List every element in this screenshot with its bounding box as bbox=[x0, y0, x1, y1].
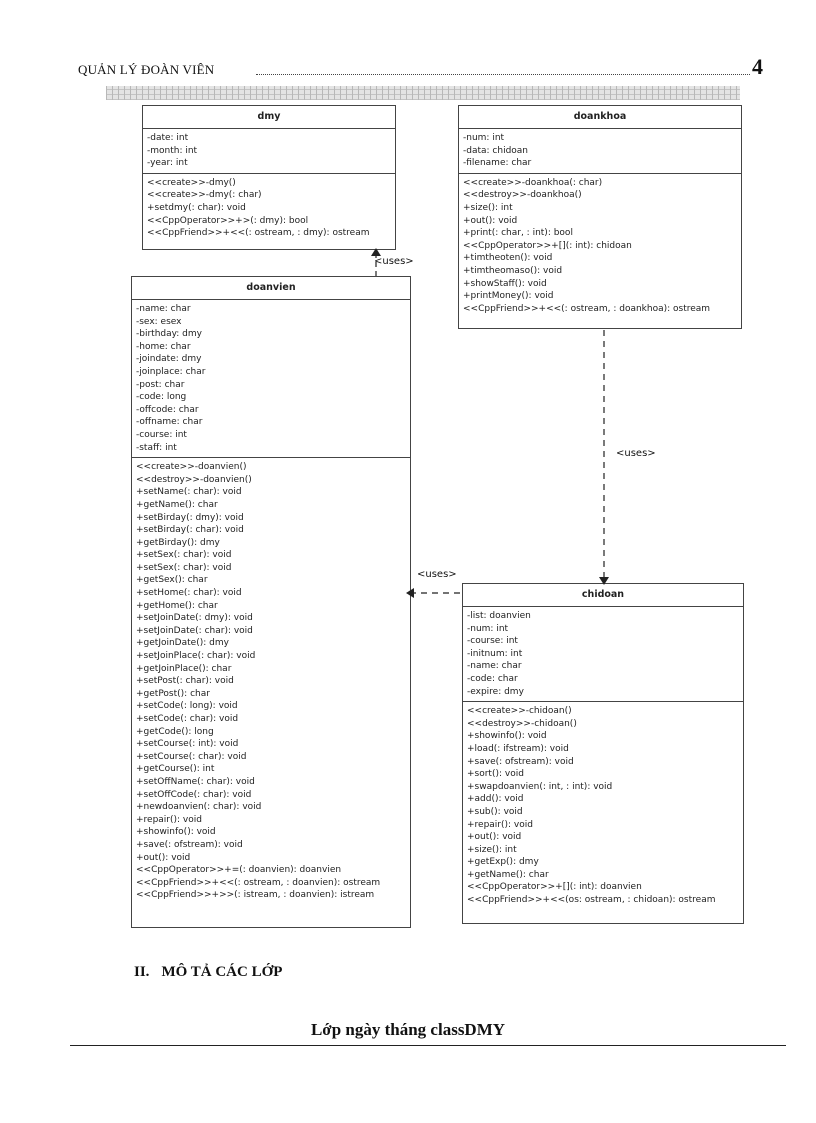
arrowhead-down bbox=[599, 577, 609, 585]
operation: +getHome(): char bbox=[136, 600, 218, 611]
operation: <<CppFriend>>+<<(: ostream, : dmy): ostream bbox=[147, 228, 370, 239]
operation: +showinfo(): void bbox=[136, 827, 216, 838]
page-header-title: QUẢN LÝ ĐOÀN VIÊN bbox=[78, 62, 215, 77]
attribute: -offcode: char bbox=[136, 404, 199, 415]
operation: +setOffName(: char): void bbox=[136, 776, 255, 787]
operation: <<destroy>>-doankhoa() bbox=[463, 190, 582, 201]
class-name: dmy bbox=[143, 106, 395, 129]
attribute: -staff: int bbox=[136, 442, 177, 453]
operation: +sub(): void bbox=[467, 806, 523, 817]
operation: +setSex(: char): void bbox=[136, 562, 232, 573]
operation: +save(: ofstream): void bbox=[136, 839, 243, 850]
section-number: II. bbox=[134, 964, 150, 980]
operation: +getCode(): long bbox=[136, 726, 214, 737]
operation: +setJoinDate(: char): void bbox=[136, 625, 253, 636]
section-title: MÔ TẢ CÁC LỚP bbox=[161, 964, 283, 980]
operation: +setCourse(: int): void bbox=[136, 739, 239, 750]
operation: <<CppOperator>>+[](: int): doanvien bbox=[467, 882, 642, 893]
operation: +sort(): void bbox=[467, 769, 524, 780]
attribute: -month: int bbox=[147, 145, 198, 156]
operation: +getJoinDate(): dmy bbox=[136, 638, 229, 649]
attribute: -year: int bbox=[147, 158, 188, 169]
page-number: 4 bbox=[752, 54, 763, 79]
operation: +size(): int bbox=[467, 844, 517, 855]
operation: +print(: char, : int): bool bbox=[463, 228, 573, 239]
operation: +add(): void bbox=[467, 794, 524, 805]
operation: +showinfo(): void bbox=[467, 731, 547, 742]
class-title: Lớp ngày tháng classDMY bbox=[310, 1020, 506, 1039]
operation: <<CppFriend>>+<<(: ostream, : doankhoa): ostream bbox=[463, 303, 711, 314]
operation: +out(): void bbox=[136, 852, 191, 863]
operation: <<CppOperator>>+>(: dmy): bool bbox=[147, 215, 309, 226]
operation: +getName(): char bbox=[136, 499, 218, 510]
attribute: -name: char bbox=[136, 304, 191, 314]
attribute: -joindate: dmy bbox=[136, 354, 202, 365]
operation: <<create>>-chidoan() bbox=[467, 706, 572, 717]
operation: +setJoinDate(: dmy): void bbox=[136, 613, 253, 624]
operation: +timtheomaso(): void bbox=[463, 265, 563, 276]
operation: +repair(): void bbox=[467, 819, 533, 830]
operation: +setBirday(: char): void bbox=[136, 525, 244, 536]
operation: +setHome(: char): void bbox=[136, 588, 242, 599]
operation: +printMoney(): void bbox=[463, 291, 554, 302]
class-name: chidoan bbox=[463, 584, 743, 607]
operation: +setCode(: char): void bbox=[136, 714, 239, 724]
attribute: -num: int bbox=[463, 133, 505, 143]
operation: +out(): void bbox=[467, 832, 522, 843]
attribute: -date: int bbox=[147, 133, 189, 143]
operation: <<CppFriend>>+>>(: istream, : doanvien): istream bbox=[136, 890, 375, 901]
uses-label: <uses> bbox=[616, 448, 656, 459]
operation: <<create>>-doanvien() bbox=[136, 462, 247, 473]
operation: +size(): int bbox=[463, 202, 513, 213]
attribute: -sex: esex bbox=[136, 316, 182, 327]
operation: <<create>>-doankhoa(: char) bbox=[463, 177, 603, 188]
operation: +getPost(): char bbox=[136, 688, 210, 699]
operation: +getSex(): char bbox=[136, 575, 208, 586]
operation: +setdmy(: char): void bbox=[147, 202, 246, 213]
operation: <<create>>-dmy() bbox=[147, 177, 236, 188]
operation: +load(: ifstream): void bbox=[467, 743, 569, 754]
arrowhead-left bbox=[406, 588, 414, 598]
title-underline bbox=[70, 1045, 786, 1046]
operation: +getCourse(): int bbox=[136, 764, 215, 775]
attribute: -expire: dmy bbox=[467, 686, 524, 697]
operation: +getExp(): dmy bbox=[467, 857, 539, 868]
operation: +setSex(: char): void bbox=[136, 550, 232, 561]
attribute: -course: int bbox=[136, 429, 187, 440]
operation: <<CppFriend>>+<<(: ostream, : doanvien): ostream bbox=[136, 877, 381, 888]
operation: <<CppOperator>>+=(: doanvien): doanvien bbox=[136, 865, 342, 876]
uses-label: <uses> bbox=[417, 569, 457, 580]
attribute: -data: chidoan bbox=[463, 145, 529, 156]
attribute: -course: int bbox=[467, 636, 518, 647]
attribute: -code: long bbox=[136, 392, 187, 403]
operation: +out(): void bbox=[463, 215, 518, 226]
operation: <<destroy>>-chidoan() bbox=[467, 718, 577, 729]
operation: <<CppFriend>>+<<(os: ostream, : chidoan): ostream bbox=[467, 895, 716, 906]
operation: +repair(): void bbox=[136, 814, 202, 825]
operation: +setCourse(: char): void bbox=[136, 751, 247, 762]
operation: +setJoinPlace(: char): void bbox=[136, 651, 256, 662]
operation: +timtheoten(): void bbox=[463, 253, 553, 264]
attribute: -post: char bbox=[136, 379, 185, 390]
operation: +setPost(: char): void bbox=[136, 676, 234, 687]
attribute: -joinplace: char bbox=[136, 366, 206, 377]
attribute: -initnum: int bbox=[467, 648, 523, 659]
uses-label: <uses> bbox=[374, 256, 414, 267]
attribute: -offname: char bbox=[136, 417, 203, 428]
attribute: -num: int bbox=[467, 623, 509, 634]
section-heading bbox=[134, 964, 282, 981]
attribute: -filename: char bbox=[463, 158, 532, 169]
attribute: -name: char bbox=[467, 661, 522, 672]
operation: <<CppOperator>>+[](: int): chidoan bbox=[463, 240, 632, 251]
operation: +getBirday(): dmy bbox=[136, 537, 220, 548]
class-name: doanvien bbox=[132, 277, 410, 300]
operation: +save(: ofstream): void bbox=[467, 756, 574, 767]
operation: +showStaff(): void bbox=[463, 278, 547, 289]
operation: +setCode(: long): void bbox=[136, 701, 238, 712]
attribute: -birthday: dmy bbox=[136, 329, 202, 340]
class-name: doankhoa bbox=[459, 106, 741, 129]
operation: <<destroy>>-doanvien() bbox=[136, 474, 252, 485]
operation: <<create>>-dmy(: char) bbox=[147, 190, 262, 201]
attribute: -home: char bbox=[136, 341, 191, 352]
arrowhead-up bbox=[371, 248, 381, 256]
operation: +setName(: char): void bbox=[136, 487, 242, 498]
attribute: -code: char bbox=[467, 673, 518, 684]
operation: +swapdoanvien(: int, : int): void bbox=[467, 781, 613, 792]
operation: +getJoinPlace(): char bbox=[136, 663, 232, 674]
operation: +setOffCode(: char): void bbox=[136, 789, 252, 800]
operation: +setBirday(: dmy): void bbox=[136, 512, 244, 523]
operation: +getName(): char bbox=[467, 869, 549, 880]
attribute: -list: doanvien bbox=[467, 611, 531, 621]
operation: +newdoanvien(: char): void bbox=[136, 802, 262, 813]
